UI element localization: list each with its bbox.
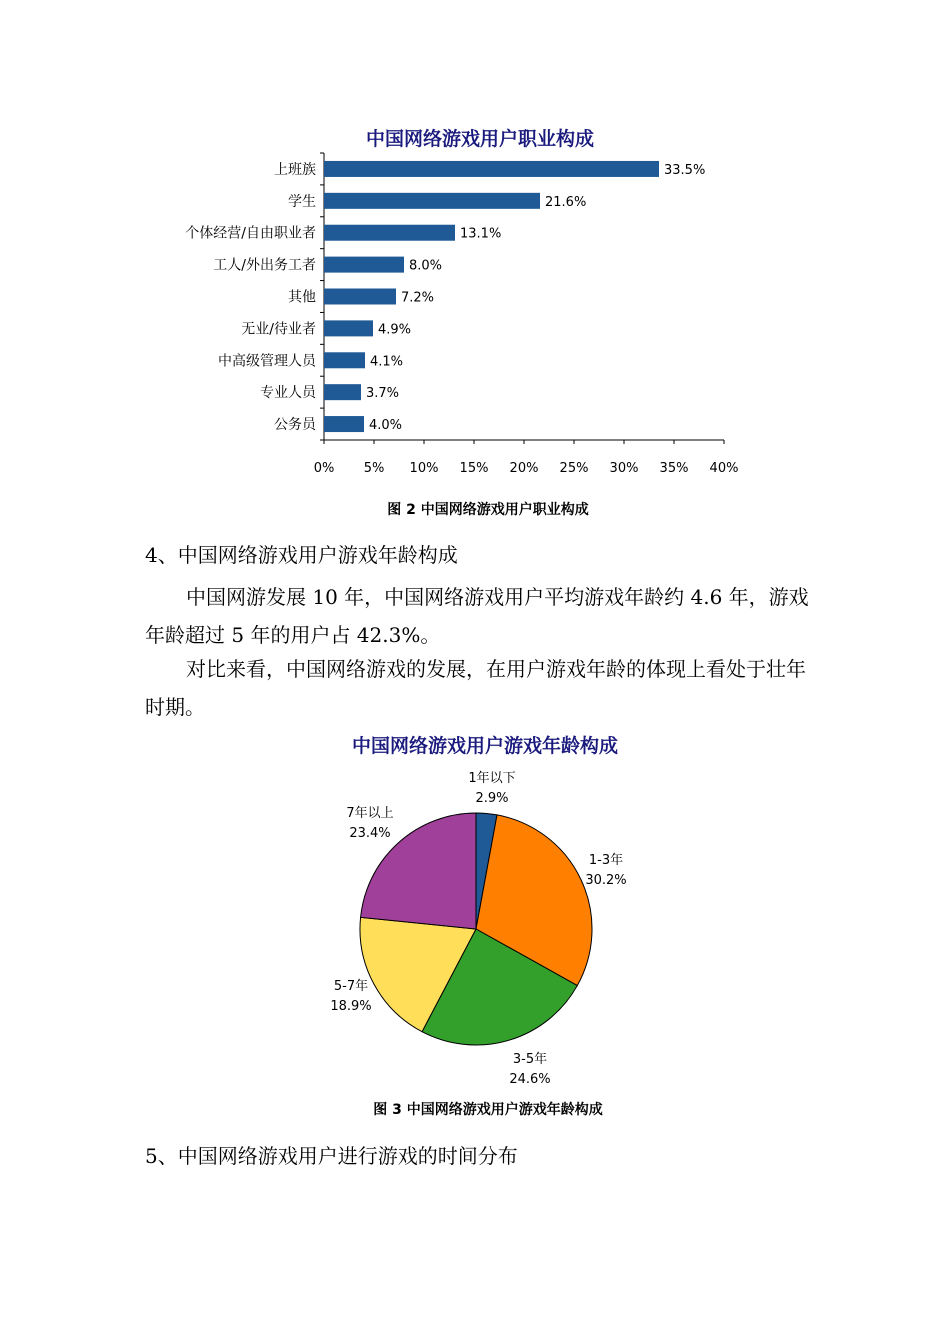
x-tick-label: 20% — [509, 461, 539, 476]
bar — [324, 384, 361, 400]
bar — [324, 416, 364, 432]
section-4-heading: 4、中国网络游戏用户游戏年龄构成 — [145, 543, 458, 567]
slice-value-label: 23.4% — [349, 826, 391, 841]
x-tick-label: 15% — [459, 461, 489, 476]
x-tick-label: 40% — [709, 461, 739, 476]
slice-label: 3-5年 — [512, 1052, 548, 1067]
occupation-bar-chart — [0, 0, 950, 500]
bar — [324, 352, 365, 368]
x-tick-label: 5% — [363, 461, 385, 476]
bar — [324, 257, 404, 273]
x-tick-label: 10% — [409, 461, 439, 476]
value-label: 4.0% — [369, 418, 403, 434]
slice-value-label: 2.9% — [475, 791, 509, 806]
bar — [324, 320, 373, 336]
figure-3-caption: 图 3 中国网络游戏用户游戏年龄构成 — [373, 1102, 603, 1118]
section-4-paragraph-1: 中国网游发展 10 年，中国网络游戏用户平均游戏年龄约 4.6 年，游戏年龄超过 5 年的用户占 42.3%。 — [145, 585, 809, 647]
slice-label: 5-7年 — [333, 979, 369, 994]
section-5-heading: 5、中国网络游戏用户进行游戏的时间分布 — [145, 1144, 518, 1168]
slice-label: 1-3年 — [588, 853, 624, 868]
category-label: 无业/待业者 — [241, 321, 316, 338]
category-label: 个体经营/自由职业者 — [185, 225, 316, 242]
value-label: 7.2% — [401, 290, 435, 306]
figure-2-caption: 图 2 中国网络游戏用户职业构成 — [387, 502, 589, 518]
bar-chart-title: 中国网络游戏用户职业构成 — [365, 128, 594, 150]
category-label: 上班族 — [274, 161, 316, 178]
slice-value-label: 30.2% — [585, 873, 627, 888]
bar — [324, 289, 396, 305]
value-label: 21.6% — [545, 194, 587, 210]
x-tick-label: 0% — [313, 461, 335, 476]
value-label: 33.5% — [664, 162, 706, 178]
category-label: 学生 — [288, 193, 316, 210]
value-label: 3.7% — [366, 386, 400, 402]
category-label: 专业人员 — [260, 385, 316, 402]
slice-label: 7年以上 — [346, 806, 394, 821]
x-tick-label: 30% — [609, 461, 639, 476]
section-4-paragraph-2: 对比来看，中国网络游戏的发展，在用户游戏年龄的体现上看处于壮年时期。 — [145, 657, 806, 719]
game-age-pie-chart — [0, 740, 950, 1100]
bar — [324, 193, 540, 209]
category-label: 其他 — [288, 289, 316, 306]
slice-value-label: 24.6% — [509, 1072, 551, 1087]
pie-chart-title: 中国网络游戏用户游戏年龄构成 — [351, 735, 618, 757]
bar — [324, 161, 659, 177]
category-label: 中高级管理人员 — [218, 353, 316, 370]
value-label: 8.0% — [409, 258, 443, 274]
x-tick-label: 35% — [659, 461, 689, 476]
slice-label: 1年以下 — [468, 771, 516, 786]
x-tick-label: 25% — [559, 461, 589, 476]
value-label: 4.9% — [378, 322, 412, 338]
category-label: 工人/外出务工者 — [213, 257, 316, 274]
value-label: 4.1% — [370, 354, 404, 370]
slice-value-label: 18.9% — [330, 999, 372, 1014]
value-label: 13.1% — [460, 226, 502, 242]
bar — [324, 225, 455, 241]
category-label: 公务员 — [274, 417, 316, 434]
